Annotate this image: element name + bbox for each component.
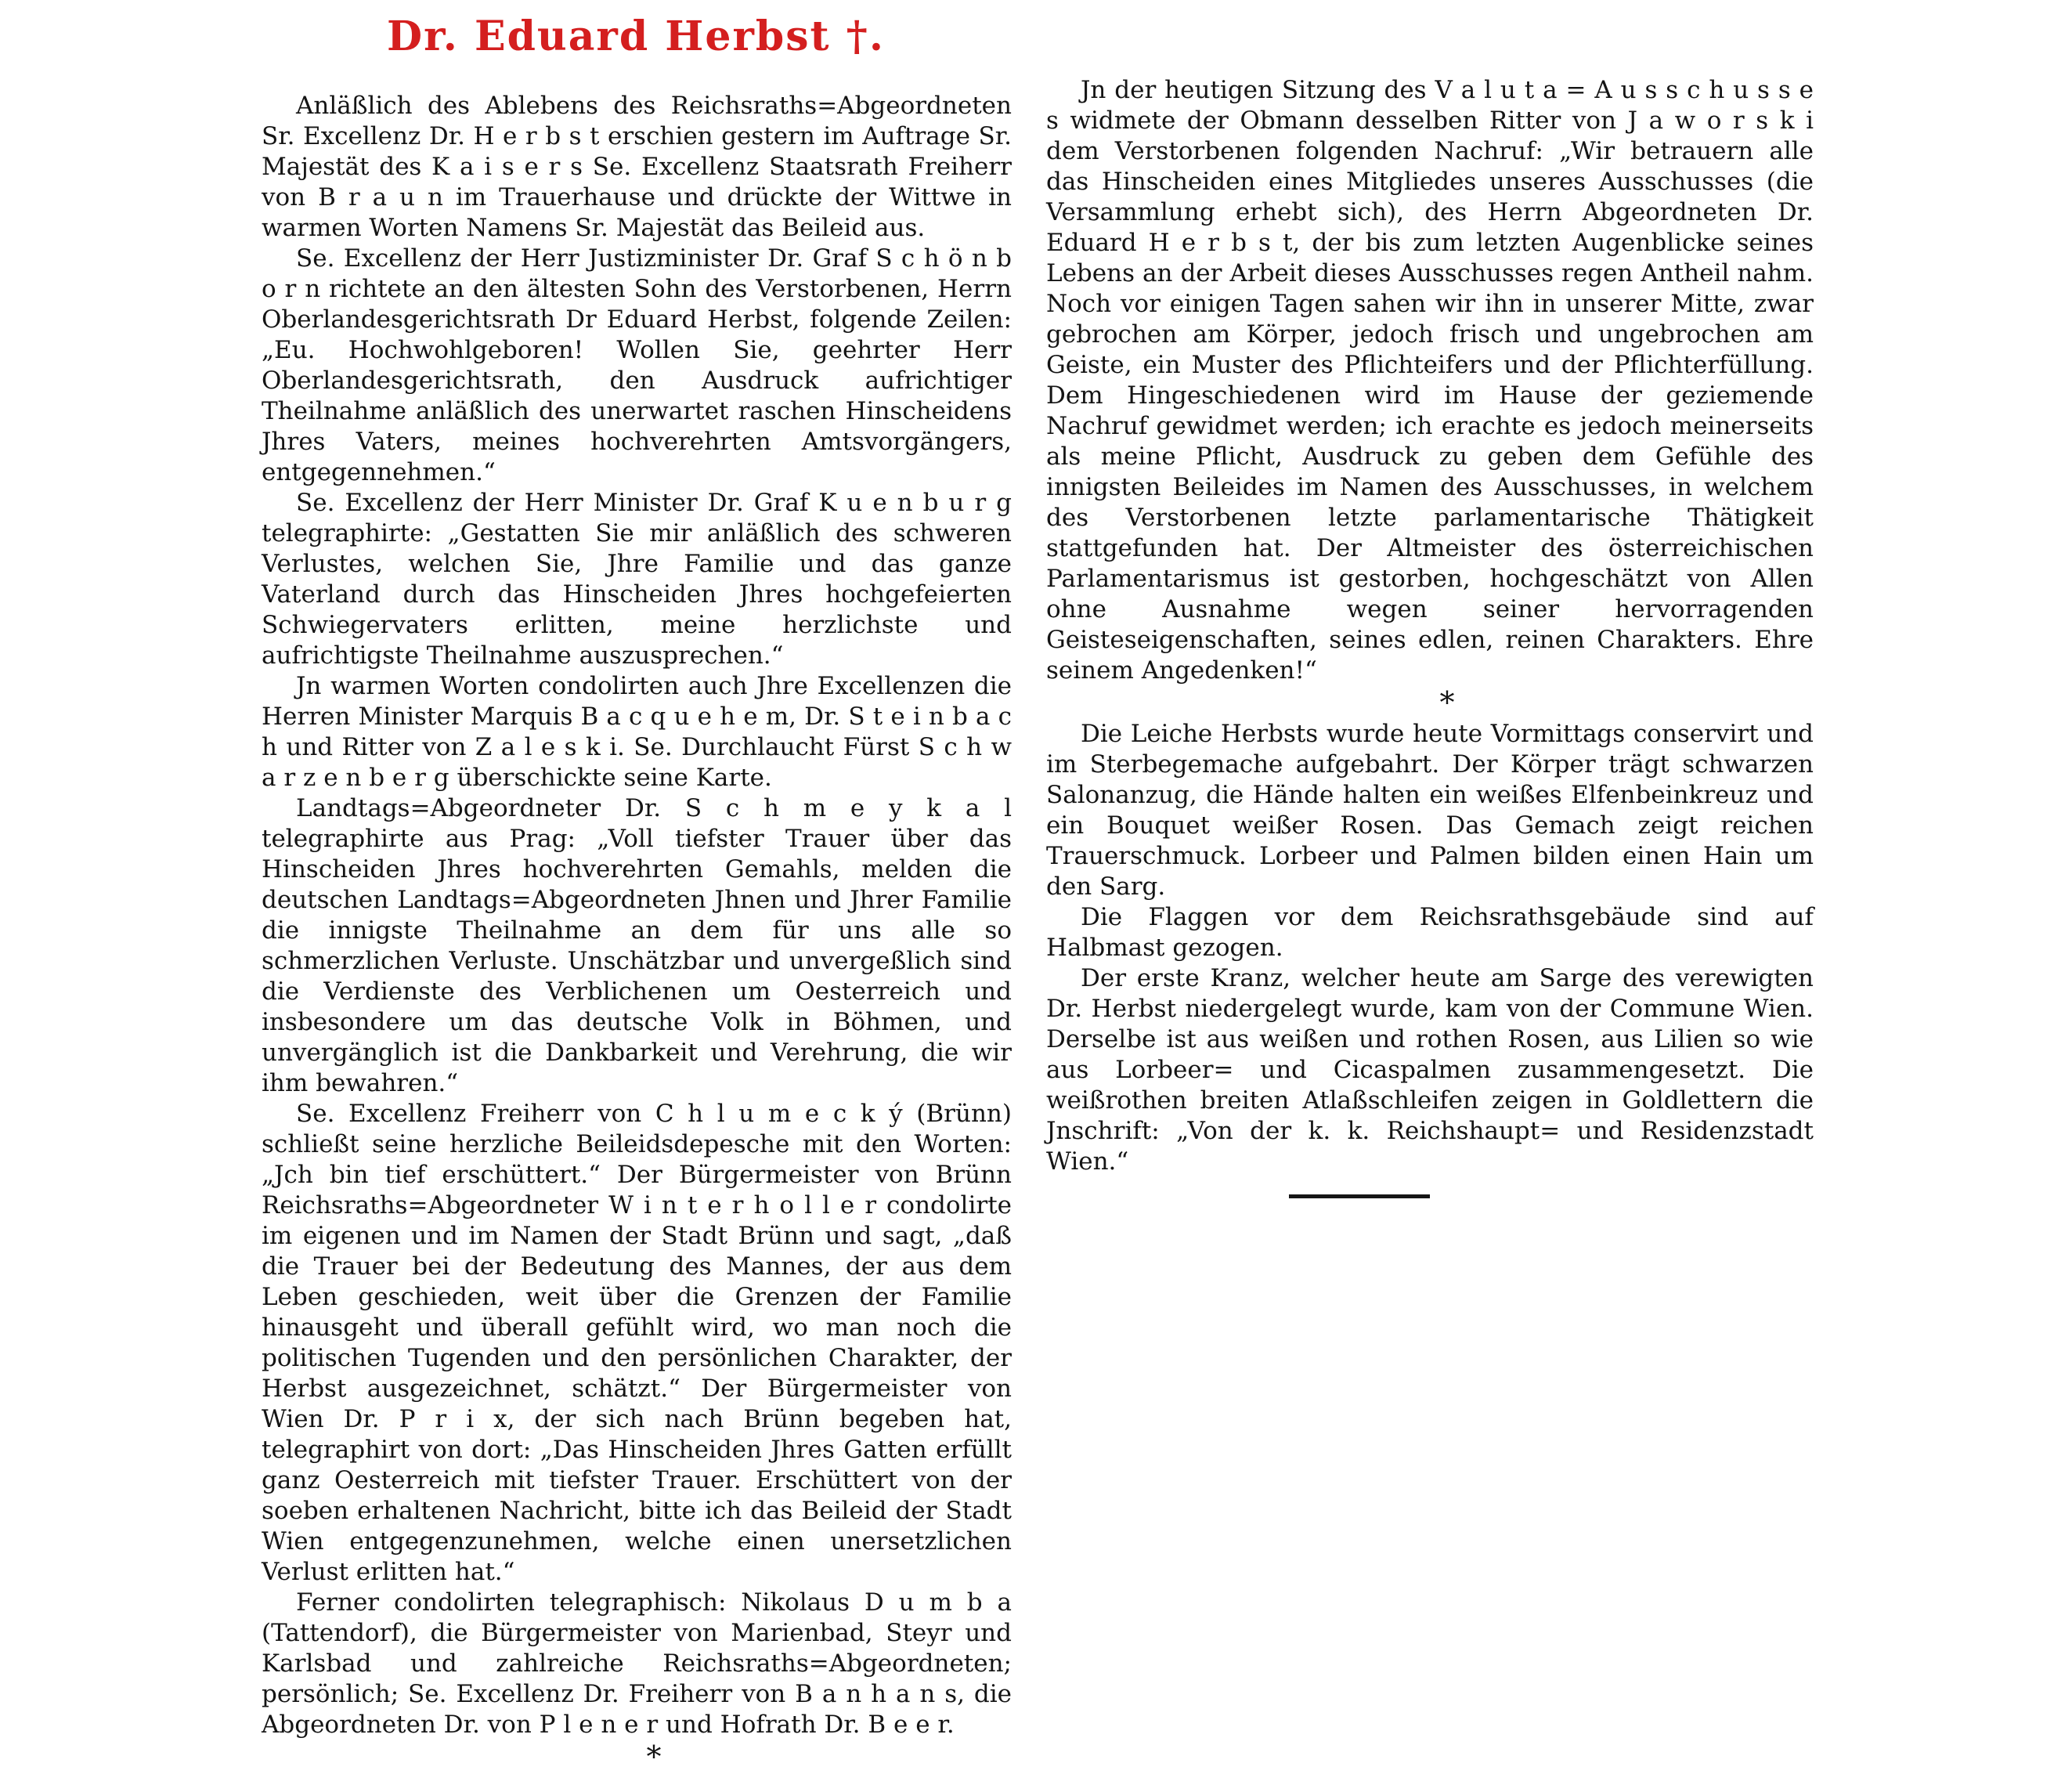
article-paragraph: Jn warmen Worten condolirten auch Jhre Excellenzen die Herren Minister Marquis B a c q u e h e m, Dr. S t e i n b a c h und Ritter von Z a l e s k i. Se. Durchlaucht Fürst S c h w a r z e n b e r g überschickte seine Karte. bbox=[262, 672, 1012, 792]
article-paragraph: Ferner condolirten telegraphisch: Nikolaus D u m b a (Tattendorf), die Bürgermeister von Marienbad, Steyr und Karlsbad und zahlreiche Reichsraths=Abgeordneten; persönlich; Se. Excellenz Dr. Freiherr von B a n h a n s, die Abgeordneten Dr. von P l e n e r und Hofrath Dr. B e e r. bbox=[262, 1588, 1012, 1739]
article-paragraph: Die Flaggen vor dem Reichsrathsgebäude sind auf Halbmast gezogen. bbox=[1046, 903, 1814, 962]
article-paragraph: Se. Excellenz Freiherr von C h l u m e c k ý (Brünn) schließt seine herzliche Beileidsdepesche mit den Worten: „Jch bin tief erschüttert.“ Der Bürgermeister von Brünn Reichsraths=Abgeordneter W i n t e r h o l l e r condolirte im eigenen und im Namen der Stadt Brünn und sagt, „daß die Trauer bei der Bedeutung des Mannes, der aus dem Leben geschieden, weit über die Grenzen der Familie hinausgeht und überall gefühlt wird, wo man noch die politischen Tugenden und den persönlichen Charakter, der Herbst ausgezeichnet, schätzt.“ Der Bürgermeister von Wien Dr. P r i x, der sich nach Brünn begeben hat, telegraphirt von dort: „Das Hinscheiden Jhres Gatten erfüllt ganz Oesterreich mit tiefster Trauer. Erschüttert von der soeben erhaltenen Nachricht, bitte ich das Beileid der Stadt Wien entgegenzunehmen, welche einen unersetzlichen Verlust erlitten hat.“ bbox=[262, 1100, 1012, 1586]
article-paragraph: Landtags=Abgeordneter Dr. S c h m e y k a l telegraphirte aus Prag: „Voll tiefster Trauer über das Hinscheiden Jhres hochverehrten Gemahls, melden die deutschen Landtags=Abgeordneten Jhnen und Jhrer Familie die innigste Theilnahme an dem für uns alle so schmerzlichen Verluste. Unschätzbar und unvergeßlich sind die Verdienste des Verblichenen um Oesterreich und insbesondere um das deutsche Volk in Böhmen, und unvergänglich ist die Dankbarkeit und Verehrung, die wir ihm bewahren.“ bbox=[262, 794, 1012, 1097]
article-paragraph: Jn der heutigen Sitzung des V a l u t a = A u s s c h u s s e s widmete der Obmann desselben Ritter von J a w o r s k i dem Verstorbenen folgenden Nachruf: „Wir betrauern alle das Hinscheiden eines Mitgliedes unseres Ausschusses (die Versammlung erhebt sich), des Herrn Abgeordneten Dr. Eduard H e r b s t, der bis zum letzten Augenblicke seines Lebens an der Arbeit dieses Ausschusses regen Antheil nahm. Noch vor einigen Tagen sahen wir ihn in unserer Mitte, zwar gebrochen am Körper, jedoch frisch und ungebrochen am Geiste, ein Muster des Pflichteifers und der Pflichterfüllung. Dem Hingeschiedenen wird im Hause der geziemende Nachruf gewidmet werden; ich erachte es jedoch meinerseits als meine Pflicht, Ausdruck zu geben dem Gefühle des innigsten Beileides im Namen des Ausschusses, in welchem des Verstorbenen letzte parlamentarische Thätigkeit stattgefunden hat. Der Altmeister des österreichischen Parlamentarismus ist gestorben, hochgeschätzt von Allen ohne Ausnahme wegen seiner hervorragenden Geisteseigenschaften, seines edlen, reinen Charakters. Ehre seinem Angedenken!“ bbox=[1046, 76, 1814, 685]
article-paragraph: Se. Excellenz der Herr Minister Dr. Graf K u e n b u r g telegraphirte: „Gestatten Sie mir anläßlich des schweren Verlustes, welchen Sie, Jhre Familie und das ganze Vaterland durch das Hinscheiden Jhres hochgefeierten Schwiegervaters erlitten, meine herzlichste und aufrichtigste Theilnahme auszusprechen.“ bbox=[262, 489, 1012, 670]
article-paragraph: Se. Excellenz der Herr Justizminister Dr. Graf S c h ö n b o r n richtete an den ältesten Sohn des Verstorbenen, Herrn Oberlandesgerichtsrath Dr Eduard Herbst, folgende Zeilen: „Eu. Hochwohlgeboren! Wollen Sie, geehrter Herr Oberlandesgerichtsrath, den Ausdruck aufrichtiger Theilnahme anläßlich des unerwartet raschen Hinscheidens Jhres Vaters, meines hochverehrten Amtsvorgängers, entgegennehmen.“ bbox=[262, 244, 1012, 486]
article-paragraph: Die Leiche Herbsts wurde heute Vormittags conservirt und im Sterbegemache aufgebahrt. Der Körper trägt schwarzen Salonanzug, die Hände halten ein weißes Elfenbeinkreuz und ein Bouquet weißer Rosen. Das Gemach zeigt reichen Trauerschmuck. Lorbeer und Palmen bilden einen Hain um den Sarg. bbox=[1046, 720, 1814, 901]
end-divider-rule bbox=[1289, 1194, 1430, 1198]
article-title: Dr. Eduard Herbst †. bbox=[387, 13, 885, 60]
article-paragraph: Anläßlich des Ablebens des Reichsraths=Abgeordneten Sr. Excellenz Dr. H e r b s t erschien gestern im Auftrage Sr. Majestät des K a i s e r s Se. Excellenz Staatsrath Freiherr von B r a u n im Trauerhause und drückte der Wittwe in warmen Worten Namens Sr. Majestät das Beileid aus. bbox=[262, 92, 1012, 242]
article-paragraph: Der erste Kranz, welcher heute am Sarge des verewigten Dr. Herbst niedergelegt wurde, kam von der Commune Wien. Derselbe ist aus weißen und rothen Rosen, aus Lilien so wie aus Lorbeer= und Cicaspalmen zusammengesetzt. Die weißrothen breiten Atlaßschleifen zeigen in Goldlettern die Jnschrift: „Von der k. k. Reichshaupt= und Residenzstadt Wien.“ bbox=[1046, 964, 1814, 1176]
section-separator-star: * bbox=[1439, 685, 1455, 720]
left-column bbox=[262, 91, 1012, 1773]
right-column bbox=[1046, 75, 1814, 1198]
section-separator-star: * bbox=[646, 1740, 662, 1774]
